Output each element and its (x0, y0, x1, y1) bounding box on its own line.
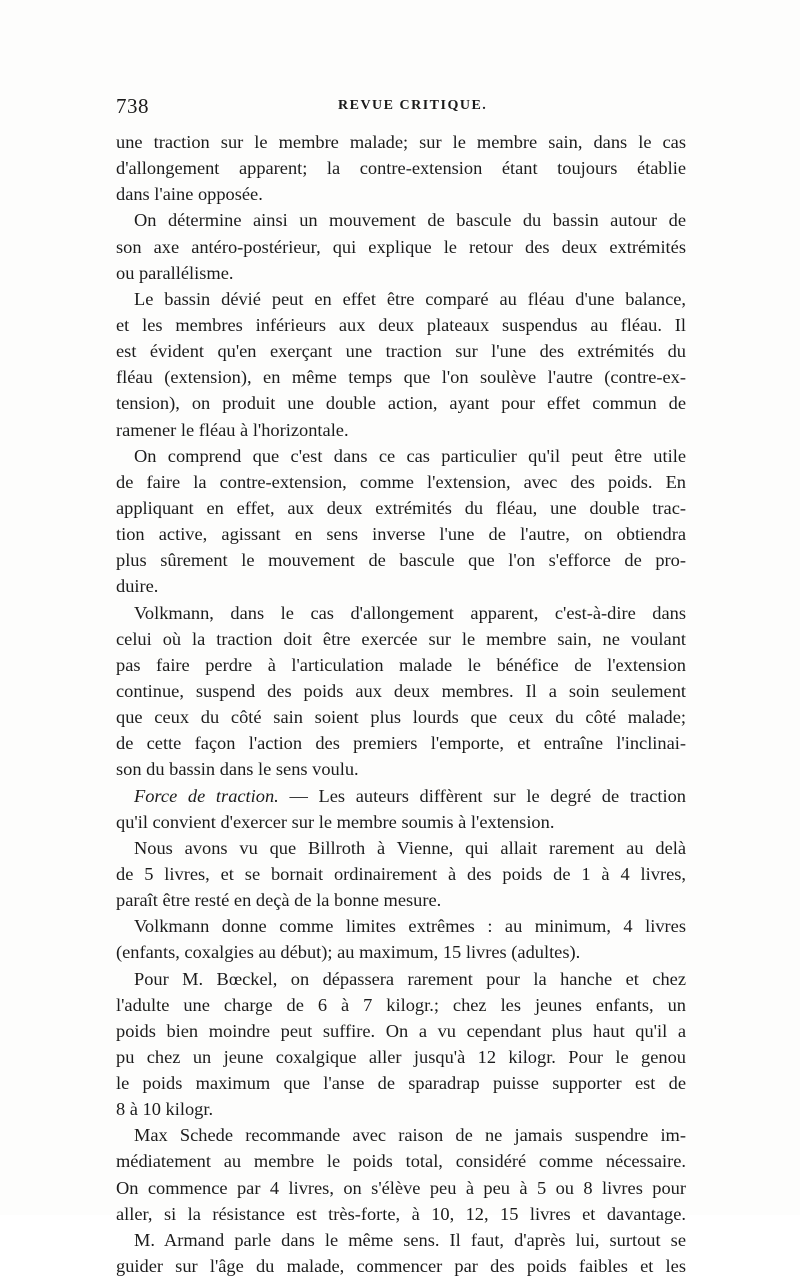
text-line: d'allongement apparent; la contre-extension étant toujours établie (116, 158, 686, 179)
text-line: l'adulte une charge de 6 à 7 kilogr.; chez les jeunes enfants, un (116, 994, 686, 1015)
running-head: REVUE CRITIQUE. (338, 98, 488, 113)
text-line: plus sûrement le mouvement de bascule que l'on s'efforce de pro- (116, 550, 686, 571)
text-line: On détermine ainsi un mouvement de bascule du bassin autour de (134, 210, 686, 231)
text-line: pu chez un jeune coxalgique aller jusqu'à 12 kilogr. Pour le genou (116, 1046, 686, 1067)
text-line: qu'il convient d'exercer sur le membre soumis à l'extension. (116, 811, 555, 832)
text-line: Max Schede recommande avec raison de ne jamais suspendre im- (134, 1125, 686, 1146)
text-line: celui où la traction doit être exercée sur le membre sain, ne voulant (116, 628, 686, 649)
text-line: tension), on produit une double action, ayant pour effet commun de (116, 393, 686, 414)
text-line: de cette façon l'action des premiers l'emporte, et entraîne l'inclinai- (116, 733, 686, 754)
text-line: de faire la contre-extension, comme l'extension, avec des poids. En (116, 471, 686, 492)
text-line: M. Armand parle dans le même sens. Il faut, d'après lui, surtout se (134, 1229, 686, 1250)
text-line: On comprend que c'est dans ce cas particulier qu'il peut être utile (134, 445, 686, 466)
text-line: son axe antéro-postérieur, qui explique le retour des deux extrémités (116, 236, 686, 257)
text-line: et les membres inférieurs aux deux plateaux suspendus au fléau. Il (116, 314, 686, 335)
text-line: une traction sur le membre malade; sur le membre sain, dans le cas (116, 132, 686, 152)
text-line: tion active, agissant en sens inverse l'une de l'autre, on obtiendra (116, 524, 686, 545)
text-line: continue, suspend des poids aux deux membres. Il a soin seulement (116, 680, 686, 701)
text-line: Le bassin dévié peut en effet être comparé au fléau d'une balance, (134, 288, 686, 309)
text-line: 8 à 10 kilogr. (116, 1099, 214, 1120)
text-line: fléau (extension), en même temps que l'on soulève l'autre (contre-ex- (116, 367, 686, 388)
text-line: (enfants, coxalgies au début); au maximum, 15 livres (adultes). (116, 942, 581, 963)
page-header (116, 94, 686, 124)
text-line: est évident qu'en exerçant une traction sur l'une des extrémités du (116, 341, 686, 362)
text-line: guider sur l'âge du malade, commencer par des poids faibles et les (116, 1256, 686, 1277)
text-line: Force de traction. — Les auteurs diffèrent sur le degré de traction (134, 785, 686, 806)
text-line: ou parallélisme. (116, 262, 234, 283)
text-line: pas faire perdre à l'articulation malade le bénéfice de l'extension (116, 654, 686, 675)
text-line: de 5 livres, et se bornait ordinairement à des poids de 1 à 4 livres, (116, 863, 686, 884)
text-line: Volkmann donne comme limites extrêmes : au minimum, 4 livres (134, 916, 686, 937)
text-line: appliquant en effet, aux deux extrémités du fléau, une double trac- (116, 497, 686, 518)
text-line: Volkmann, dans le cas d'allongement apparent, c'est-à-dire dans (134, 602, 686, 623)
text-line: que ceux du côté sain soient plus lourds que ceux du côté malade; (116, 707, 686, 728)
text-line: duire. (116, 576, 159, 597)
text-line: poids bien moindre peut suffire. On a vu cependant plus haut qu'il a (116, 1020, 686, 1041)
text-line: paraît être resté en deçà de la bonne mesure. (116, 890, 442, 911)
body-text (116, 129, 686, 1279)
text-line: son du bassin dans le sens voulu. (116, 759, 359, 780)
text-line: le poids maximum que l'anse de sparadrap puisse supporter est de (116, 1073, 686, 1094)
text-line: On commence par 4 livres, on s'élève peu à peu à 5 ou 8 livres pour (116, 1177, 686, 1198)
text-line: Pour M. Bœckel, on dépassera rarement pour la hanche et chez (134, 968, 686, 989)
text-line: Nous avons vu que Billroth à Vienne, qui allait rarement au delà (134, 837, 686, 858)
section-heading-italic: Force de traction. (134, 785, 279, 806)
text-line: dans l'aine opposée. (116, 184, 263, 205)
text-line: ramener le fléau à l'horizontale. (116, 419, 349, 440)
page-number: 738 (116, 94, 149, 118)
text-line: aller, si la résistance est très-forte, à 10, 12, 15 livres et davantage. (116, 1203, 686, 1224)
text-line: médiatement au membre le poids total, considéré comme nécessaire. (116, 1151, 686, 1172)
